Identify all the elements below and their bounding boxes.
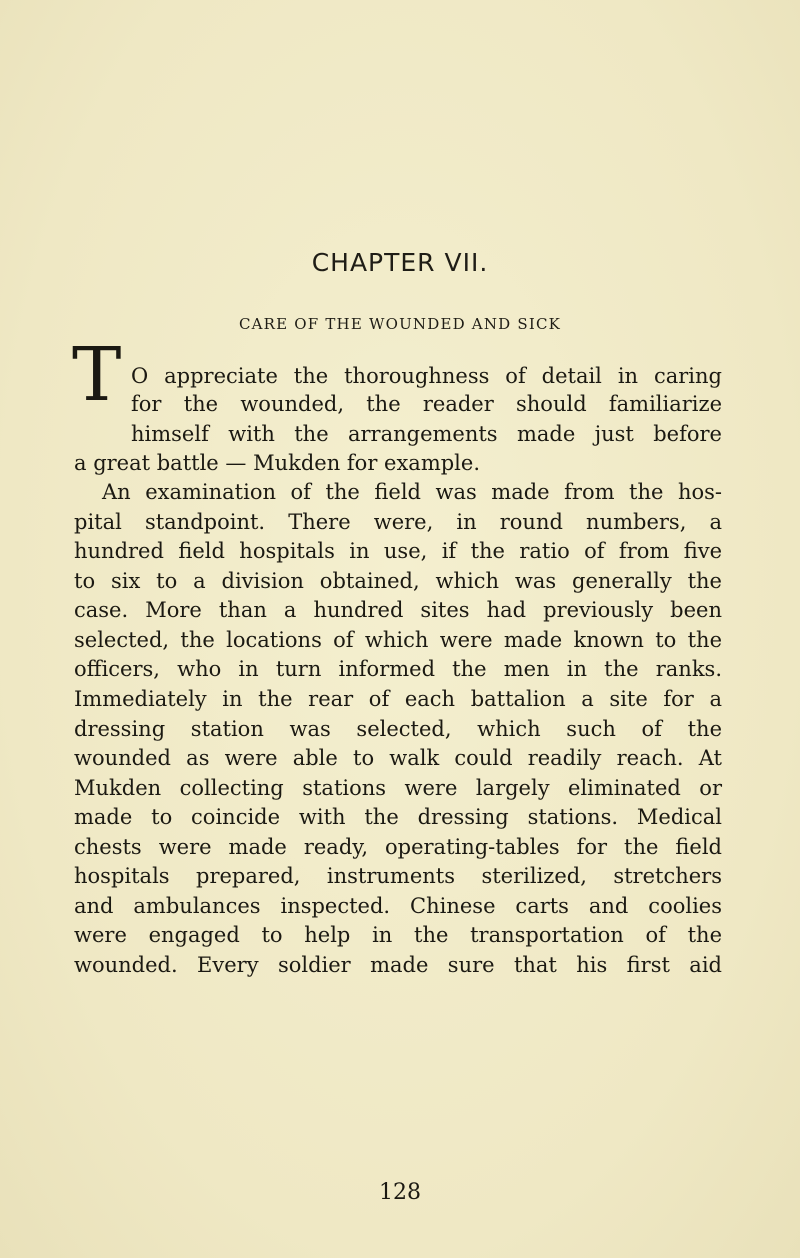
text-line: wounded as were able to walk could readily reach. At	[74, 746, 722, 770]
text-line: Immediately in the rear of each battalion a site for a	[74, 687, 722, 711]
text-line: hospitals prepared, instruments sterilized, stretchers	[74, 864, 722, 888]
chapter-subtitle: CARE OF THE WOUNDED AND SICK	[238, 315, 562, 333]
text-line: a great battle — Mukden for example.	[74, 451, 480, 475]
text-line: wounded. Every soldier made sure that his first aid	[74, 953, 722, 977]
text-line: to six to a division obtained, which was generally the	[74, 569, 722, 593]
page-number: 128	[379, 1180, 421, 1205]
text-line: chests were made ready, operating-tables for the field	[74, 835, 722, 859]
text-line: hundred field hospitals in use, if the ratio of from five	[74, 539, 722, 563]
text-line: selected, the locations of which were made known to the	[74, 628, 722, 652]
text-line: An examination of the field was made from the hos-	[102, 480, 722, 504]
text-line: were engaged to help in the transportation of the	[74, 923, 722, 947]
text-line: dressing station was selected, which such of the	[74, 717, 722, 741]
text-line: case. More than a hundred sites had previously been	[74, 598, 722, 622]
text-line: pital standpoint. There were, in round numbers, a	[74, 510, 722, 534]
text-line: O appreciate the thoroughness of detail in caring	[131, 364, 722, 388]
text-line: himself with the arrangements made just before	[131, 422, 722, 446]
text-line: and ambulances inspected. Chinese carts and coolies	[74, 894, 722, 918]
chapter-heading: CHAPTER VII.	[311, 248, 489, 277]
text-line: officers, who in turn informed the men in the ranks.	[74, 657, 722, 681]
text-line: made to coincide with the dressing stations. Medical	[74, 805, 722, 829]
drop-cap: T	[72, 332, 122, 418]
text-line: for the wounded, the reader should familiarize	[131, 392, 722, 416]
text-line: Mukden collecting stations were largely eliminated or	[74, 776, 722, 800]
